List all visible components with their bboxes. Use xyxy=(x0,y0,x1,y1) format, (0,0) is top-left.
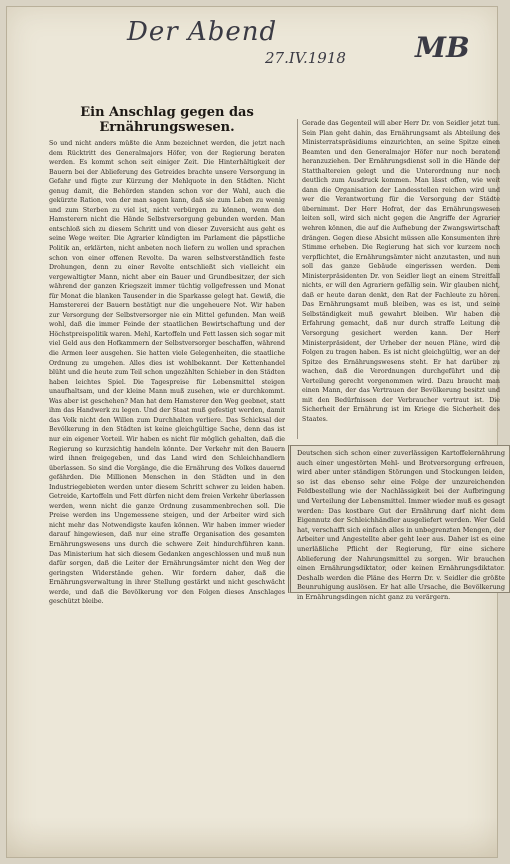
handwritten-date: 27.IV.1918 xyxy=(265,49,346,67)
paper-stain xyxy=(7,817,497,857)
clipping-sheet xyxy=(6,6,505,858)
article-body-left: So und nicht anders müßte die Anm bezeichnet werden, die jetzt nach dem Rücktritt des Generalmajors Höfer, von der Regierung beraten werden. Es kommt schon seit einiger Zeit. Die Hinterhältigkeit der Bauern bei der Ablieferung des Getreides brachte unsere Versorgung in Gefahr und fügte zur Kürzung der Mehlquote in den Städten. Nicht genug damit, die Behörden standen schon vor der Wahl, auch die gekürzte Ration, von der man sagen kann, daß sie zum Leben zu wenig und zum Sterben zu viel ist, nicht verbürgen zu können, wenn den Hamsterern nicht die Hände Selbstversorgung gebunden werden. Man entschloß sich zu diesem Schritt und von dieser Zuversicht aus geht es seine Wege weiter. Die Agrarier kündigten im Parlament die päpstliche Politik an, erklärten, nicht anbeten noch liefern zu wollen und sprachen schon von einer offenen Revolte. Da waren selbstverständlich feste Drohungen, denn zu einer Revolte entschließt sich vielleicht ein vergewaltigter Mann, nicht aber ein Bauer und Grundbesitzer, der sich während der ganzen Kriegszeit immer tüchtig vollgefressen und Monat für Monat die blanken Tausender in die Sparkasse gelegt hat. Gewiß, die Hamstererei der Bauern bestätigt nur die ungeheuere Not. Wir haben zur Versorgung der Selbstversorger nie ein Mittel gefunden. Man weiß wohl, daß die immer Feinde der staatlichen Bewirtschaftung und der Höchstpreispolitik waren. Mehl, Kartoffeln und Fett lassen sich sogar mit viel Geld aus den Hofkammern der Selbstversorger beschaffen, während die Armen leer ausgehen. Sie hatten viele Gelegenheiten, die staatliche Ordnung zu umgehen. Alles dies ist wohlbekannt. Der Kettenhandel blüht und die heute zum Teil schon ungezählten Schieber in den Städten haben leichtes Spiel. Die Tagespreise für Lebensmittel steigen unaufhaltsam, und der kleine Mann muß zusehen, wie er durchkommt. Was aber ist geschehen? Man hat dem Hamsterer den Weg geebnet, statt ihm das Handwerk zu legen. Und der Staat muß gefestigt werden, damit das Volk nicht den Willen zum Durchhalten verliere. Das Schicksal der Bevölkerung in den Städten ist keine gleichgültige Sache, denn das ist nur ein eigener Vorteil. Wir haben es nicht für möglich gehalten, daß die Regierung so kurzsichtig handeln könnte. Der Verkehr mit den Bauern wird ihnen freigegeben, und das Land wird den Schleichhandlern überlassen. So sind die Vorgänge, die die Ernährung des Volkes dauernd gefährden. Die Millionen Menschen in den Städten und in den Industriegebieten werden unter diesem Schritt schwer zu leiden haben. Getreide, Kartoffeln und Fett dürfen nicht dem freien Verkehr überlassen werden, wenn nicht die ganze Ordnung zusammenbrechen soll. Die Preise werden ins Ungemessene steigen, und der Arbeiter wird sich nicht mehr das Notwendigste kaufen können. Wir haben immer wieder darauf hingewiesen, daß nur eine straffe Organisation des gesamten Ernährungswesens uns durch die schwere Zeit hindurchführen kann. Das Ministerium hat sich diesem Gedanken angeschlossen und muß nun dafür sorgen, daß die Leiter der Ernährungsämter nicht den Weg der geringsten Widerstände gehen. Wir fordern daher, daß die Ernährungsverwaltung in ihrer Stellung gestärkt und nicht geschwächt werde, und daß die Bevölkerung vor den Folgen dieses Anschlages geschützt bleibe. xyxy=(49,140,285,606)
article-left-column xyxy=(49,105,285,811)
handwritten-initials: MB xyxy=(415,31,470,64)
handwritten-title: Der Abend xyxy=(127,17,278,47)
article-right-column xyxy=(297,119,500,439)
article-body-right-bottom: Deutschen sich schon einer zuverlässigen Kartoffelernährung auch einer ungestörten Mehl- und Brotversorgung erfreuen, wird aber unter ständigen Störungen und Stockungen leiden, so ist das ebenso sehr eine Folge der unzureichenden Feldbestellung wie der Nachlässigkeit bei der Aufbringung und Verteilung der Lebensmittel. Immer wieder muß es gesagt werden: Das kostbare Gut der Ernährung darf nicht dem Eigennutz der Schleichhändler ausgeliefert werden. Wer Geld hat, verschafft sich einfach alles in unbegrenzten Mengen, der Arbeiter und Angestellte aber geht leer aus. Daher ist es eine unerläßliche Pflicht der Regierung, für eine sichere Ablieferung der Nahrungsmittel zu sorgen. Wir brauchen einen Ernährungsdiktator, oder keinen Ernährungsdiktator. Deshalb werden die Pläne des Herrn Dr. v. Seidler die größte Beunruhigung auslösen. Er hat alle Ursache, die Bevölkerung in Ernährungsdingen nicht ganz zu verärgern. xyxy=(297,449,505,601)
article-body-right-top: Gerade das Gegenteil will aber Herr Dr. von Seidler jetzt tun. Sein Plan geht dahin, das Ernährungsamt als Abteilung des Ministerratspräsidiums einzurichten, an seine Spitze einen Beamten und den Generalmajor Höfer nur noch beratend heranzuziehen. Der Ernährungsdienst soll in die Hände der Statthaltereien gelegt und die Unterordnung nur noch deutlich zum Ausdruck kommen. Man lässt offen, wie weit dann die Organisation der Landesstellen reichen wird und wer die Verantwortung für die Versorgung der Städte übernimmt. Der Herr Hofrat, der das Ernährungswesen leiten soll, wird sich nicht gegen die Angriffe der Agrarier wehren können, die auf die Aufhebung der Zwangswirtschaft drängen. Gegen diese Absicht müssen alle Konsumenten ihre Stimme erheben. Die Regierung hat sich vor kurzem noch verpflichtet, die Ernährungsämter nicht anzutasten, und nun soll das ganze Gebäude eingerissen werden. Dem Ministerpräsidenten Dr. von Seidler liegt an einem Streitfall nichts, er will den Agrariern gefällig sein. Wir glauben nicht, daß er heute daran denkt, den Rat der Fachleute zu hören. Das Ernährungsamt muß bleiben, was es ist, und seine Selbständigkeit muß gewahrt bleiben. Wir haben die Erfahrung gemacht, daß nur durch straffe Leitung die Versorgung gesichert werden kann. Der Herr Ministerpräsident, der Urheber der neuen Pläne, wird die Folgen zu tragen haben. Es ist nicht gleichgültig, wer an der Spitze des Ernährungswesens steht. Er hat darüber zu wachen, daß die Verordnungen durchgeführt und die Verteilung gerecht vorgenommen wird. Dazu braucht man einen Mann, der das Vertrauen der Bevölkerung besitzt und mit den Bedürfnissen der Verbraucher vertraut ist. Die Sicherheit der Ernährung ist im Kriege die Sicherheit des Staates. xyxy=(302,120,500,423)
article-continuation-clip xyxy=(288,445,510,601)
article-headline: Ein Anschlag gegen das Ernährungswesen. xyxy=(80,105,254,135)
